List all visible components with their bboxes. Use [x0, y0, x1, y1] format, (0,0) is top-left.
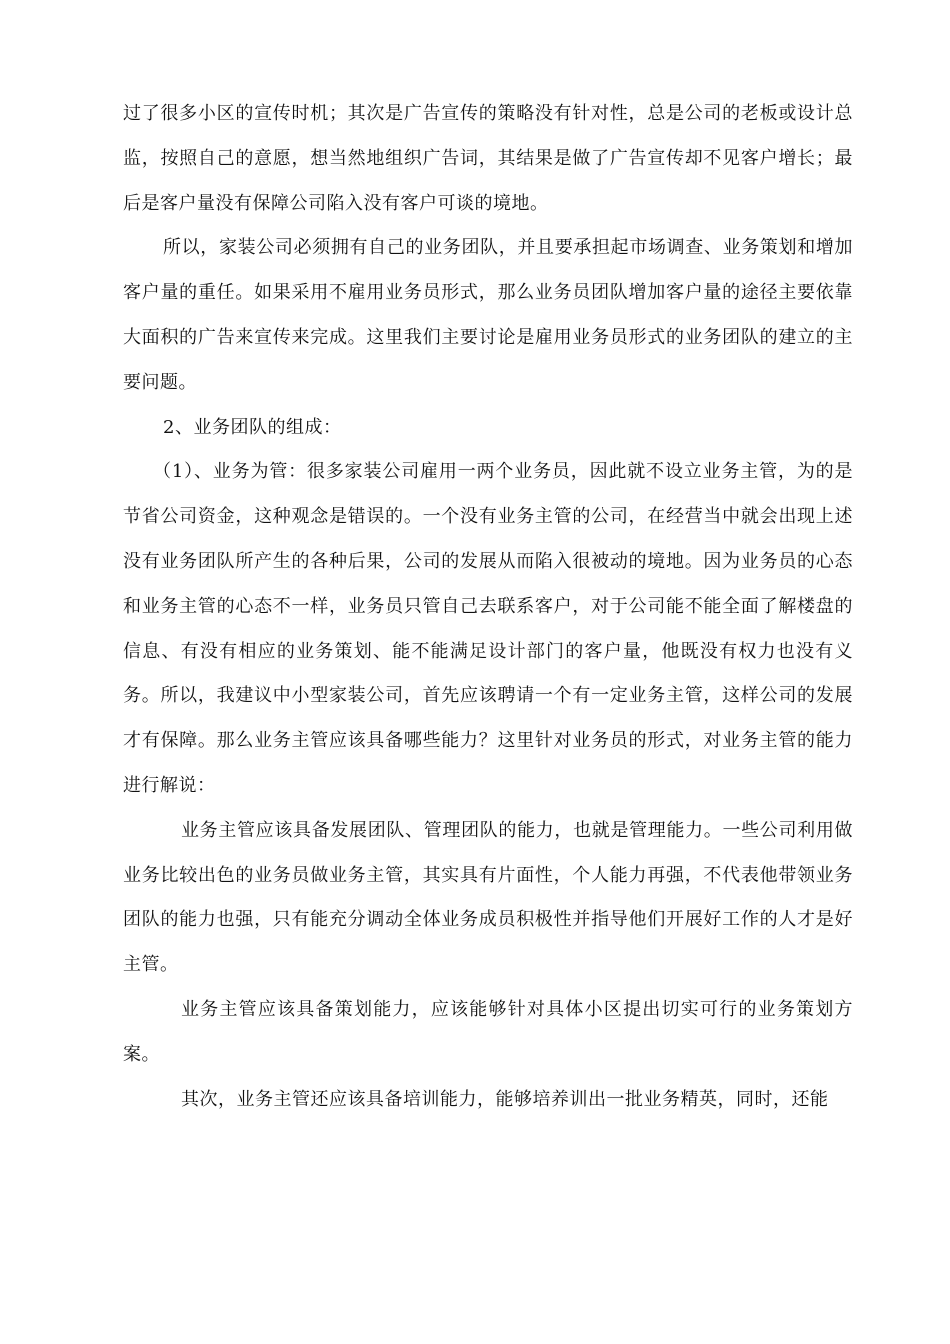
- paragraph-business-team-necessity: 所以，家装公司必须拥有自己的业务团队，并且要承担起市场调查、业务策划和增加客户量的重任。如果采用不雇用业务员形式，那么业务员团队增加客户量的途径主要依靠大面积的广告来宣传来完成。这里我们主要讨论是雇用业务员形式的业务团队的建立的主要问题。: [123, 237, 853, 393]
- paragraph-continuation: 过了很多小区的宣传时机；其次是广告宣传的策略没有针对性，总是公司的老板或设计总监，按照自己的意愿，想当然地组织广告词，其结果是做了广告宣传却不见客户增长；最后是客户量没有保障公司陷入没有客户可谈的境地。: [123, 103, 853, 214]
- paragraph-management-ability: 业务主管应该具备发展团队、管理团队的能力，也就是管理能力。一些公司利用做业务比较出色的业务员做业务主管，其实具有片面性，个人能力再强，不代表他带领业务团队的能力也强，只有能充分调动全体业务成员积极性并指导他们开展好工作的人才是好主管。: [123, 819, 853, 976]
- paragraph-business-manager: （1）、业务为管：很多家装公司雇用一两个业务员，因此就不设立业务主管，为的是节省公司资金，这种观念是错误的。一个没有业务主管的公司，在经营当中就会出现上述没有业务团队所产生的各种后果，公司的发展从而陷入很被动的境地。因为业务员的心态和业务主管的心态不一样，业务员只管自己去联系客户，对于公司能不能全面了解楼盘的信息、有没有相应的业务策划、能不能满足设计部门的客户量，他既没有权力也没有义务。所以，我建议中小型家装公司，首先应该聘请一个有一定业务主管，这样公司的发展才有保障。那么业务主管应该具备哪些能力？这里针对业务员的形式，对业务主管的能力进行解说：: [123, 461, 853, 796]
- paragraph-training-ability: 其次，业务主管还应该具备培训能力，能够培养训出一批业务精英，同时，还能: [181, 1088, 829, 1110]
- document-body: [123, 92, 853, 1122]
- paragraph-planning-ability: 业务主管应该具备策划能力，应该能够针对具体小区提出切实可行的业务策划方案。: [123, 998, 853, 1065]
- section-heading-team-composition: 2、业务团队的组成：: [163, 416, 342, 438]
